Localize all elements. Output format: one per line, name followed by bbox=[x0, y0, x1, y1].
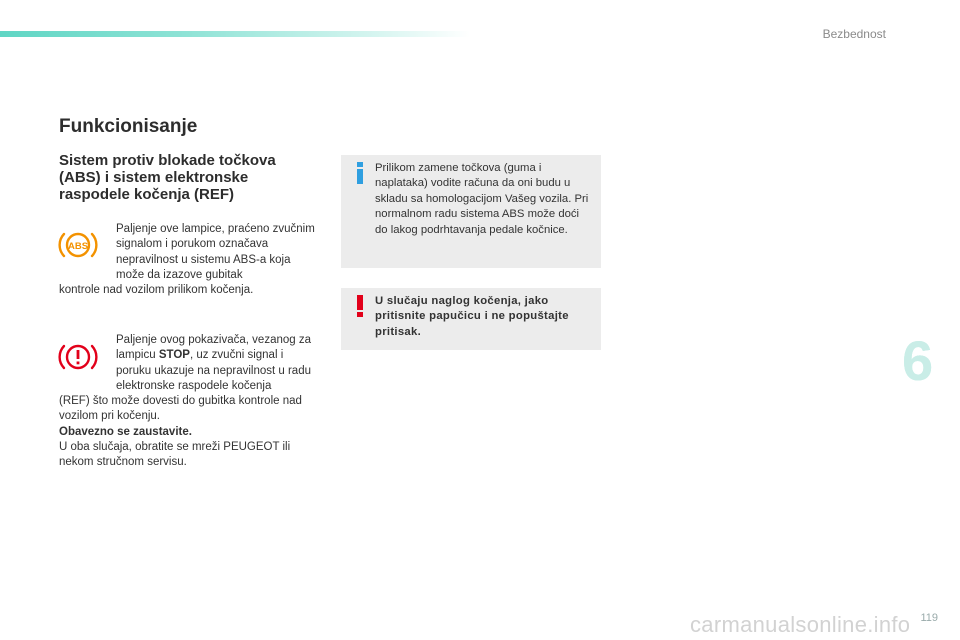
info-icon bbox=[351, 162, 369, 184]
page-title: Funkcionisanje bbox=[59, 116, 198, 137]
brake-description-intro bbox=[59, 333, 321, 394]
svg-text:ABS: ABS bbox=[67, 241, 89, 252]
watermark: carmanualsonline.info bbox=[690, 612, 911, 637]
stop-label: STOP bbox=[158, 349, 190, 362]
section-color-bar bbox=[0, 31, 470, 37]
abs-description-rest: kontrole nad vozilom prilikom kočenja. bbox=[59, 284, 254, 297]
info-box bbox=[341, 155, 601, 268]
page-number: 119 bbox=[920, 612, 938, 624]
brake-description bbox=[59, 333, 321, 471]
brake-text-part2: , uz zvučni signal i poruku ukazuje na nepravilnost u radu elektronske raspodele kočenja bbox=[116, 349, 311, 392]
section-label: Bezbednost bbox=[822, 27, 886, 41]
section-subtitle: Sistem protiv blokade točkova (ABS) i sistem elektronske raspodele kočenja (REF) bbox=[59, 152, 276, 203]
alert-box bbox=[341, 288, 601, 350]
exclamation-icon bbox=[351, 295, 369, 317]
chapter-number: 6 bbox=[902, 329, 934, 392]
brake-text-part1: Paljenje ovog pokazivača, vezanog za lampicu bbox=[116, 334, 311, 362]
brake-description-rest: (REF) što može dovesti do gubitka kontrole nad vozilom pri kočenju. bbox=[59, 395, 302, 423]
abs-description bbox=[59, 222, 321, 298]
abs-description-intro: Paljenje ove lampice, praćeno zvučnim signalom i porukom označava nepravilnost u sistemu ABS-a koja može da izazove gubitak bbox=[116, 223, 315, 281]
service-contact-note: U oba slučaja, obratite se mreži PEUGEOT ili nekom stručnom servisu. bbox=[59, 441, 291, 469]
info-text: Prilikom zamene točkova (guma i naplataka) vodite računa da oni budu u skladu sa homologacijom Vašeg vozila. Pri normalnom radu sistema ABS može doći do lakog podrhtavanja pedale kočnice. bbox=[375, 162, 589, 236]
mandatory-stop-note: Obavezno se zaustavite. bbox=[59, 425, 192, 438]
alert-text: U slučaju naglog kočenja, jako pritisnite papučicu i ne popuštajte pritisak. bbox=[375, 295, 569, 338]
